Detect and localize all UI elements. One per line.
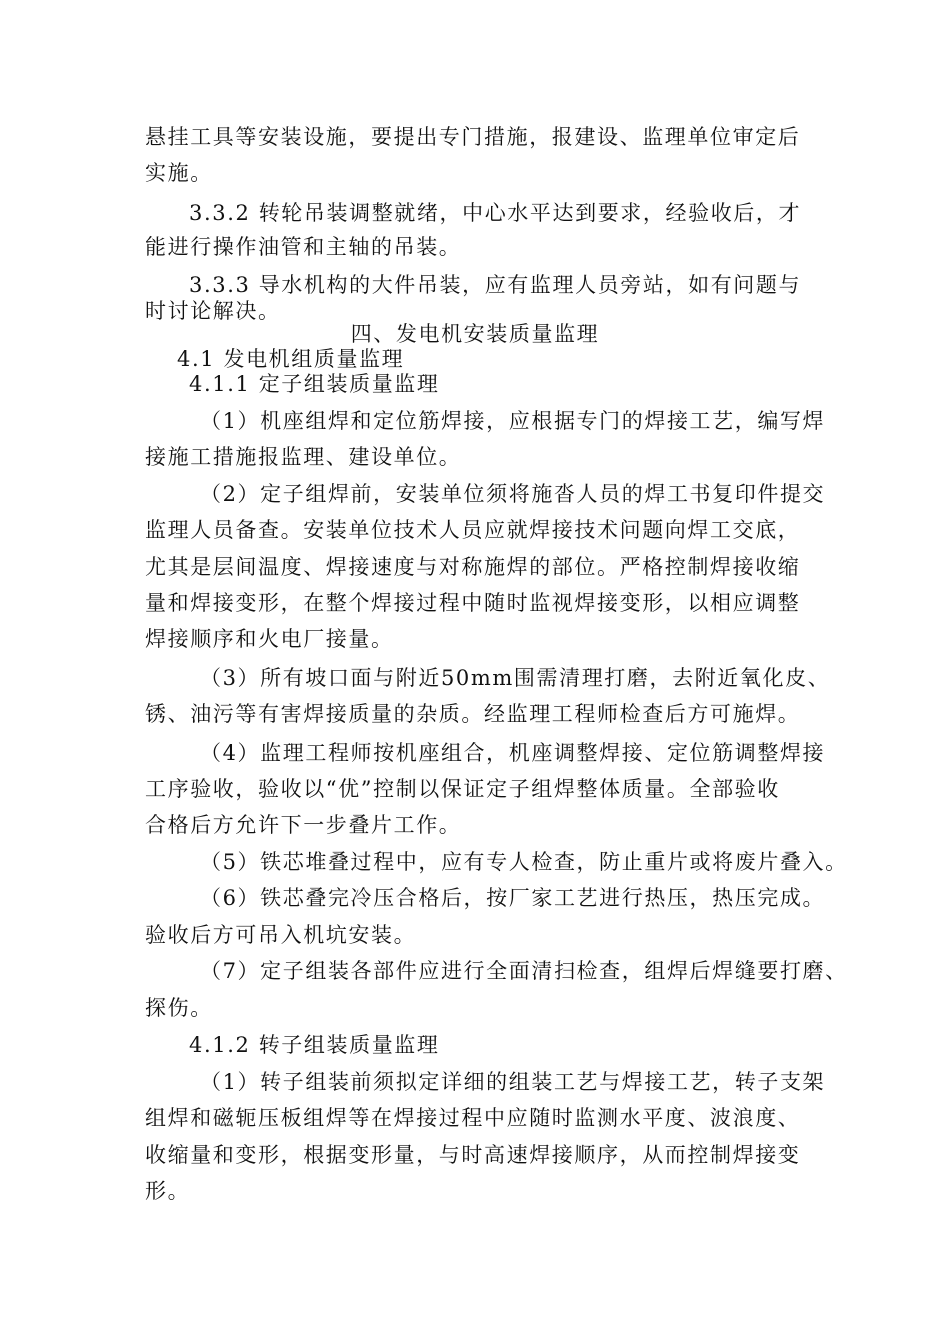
paragraph-line: 悬挂工具等安装设施，要提出专门措施，报建设、监理单位审定后 xyxy=(145,125,801,149)
paragraph-line: 时讨论解决。 xyxy=(145,299,281,323)
paragraph-line: 探伤。 xyxy=(145,996,213,1020)
paragraph-line: （5）铁芯堆叠过程中，应有专人检查，防止重片或将废片叠入。 xyxy=(200,850,848,874)
subsection-heading-4-1-2: 4.1.2 转子组装质量监理 xyxy=(189,1033,440,1057)
section-3-3-3-line: 3.3.3 导水机构的大件吊装，应有监理人员旁站，如有问题与 xyxy=(189,273,802,297)
paragraph-line: 验收后方可吊入机坑安装。 xyxy=(145,923,417,947)
section-heading-4-1: 4.1 发电机组质量监理 xyxy=(177,347,405,371)
paragraph-line: 锈、油污等有害焊接质量的杂质。经监理工程师检查后方可施焊。 xyxy=(145,702,801,726)
paragraph-line: 工序验收，验收以“优”控制以保证定子组焊整体质量。全部验收 xyxy=(145,777,780,801)
paragraph-line: 尤其是层间温度、焊接速度与对称施焊的部位。严格控制焊接收缩 xyxy=(145,555,801,579)
paragraph-line: 组焊和磁轭压板组焊等在焊接过程中应随时监测水平度、波浪度、 xyxy=(145,1106,801,1130)
paragraph-line: （2）定子组焊前，安装单位须将施沓人员的焊工书复印件提交 xyxy=(200,482,826,506)
paragraph-line: （6）铁芯叠完冷压合格后，按厂家工艺进行热压，热压完成。 xyxy=(200,886,826,910)
paragraph-line: 量和焊接变形，在整个焊接过程中随时监视焊接变形，以相应调整 xyxy=(145,591,801,615)
paragraph-line: 形。 xyxy=(145,1179,191,1203)
paragraph-line: 实施。 xyxy=(145,161,213,185)
paragraph-line: （1）转子组装前须拟定详细的组装工艺与焊接工艺，转子支架 xyxy=(200,1070,826,1094)
subsection-heading-4-1-1: 4.1.1 定子组装质量监理 xyxy=(189,372,440,396)
paragraph-line: （7）定子组装各部件应进行全面清扫检查，组焊后焊缝要打磨、 xyxy=(200,959,848,983)
section-3-3-2-line: 3.3.2 转轮吊装调整就绪，中心水平达到要求，经验收后，才 xyxy=(189,201,802,225)
chapter-heading: 四、发电机安装质量监理 xyxy=(350,322,600,346)
paragraph-line: 监理人员备查。安装单位技术人员应就焊接技术问题向焊工交底， xyxy=(145,518,801,542)
paragraph-line: （4）监理工程师按机座组合，机座调整焊接、定位筋调整焊接 xyxy=(200,741,826,765)
paragraph-line: 焊接顺序和火电厂接量。 xyxy=(145,627,394,651)
paragraph-line: 接施工措施报监理、建设单位。 xyxy=(145,445,462,469)
paragraph-line: 收缩量和变形，根据变形量，与时高速焊接顺序，从而控制焊接变 xyxy=(145,1143,801,1167)
paragraph-line: 合格后方允许下一步叠片工作。 xyxy=(145,813,462,837)
paragraph-line: （3）所有坡口面与附近50mm围需清理打磨，去附近氧化皮、 xyxy=(200,666,831,690)
paragraph-line: 能进行操作油管和主轴的吊装。 xyxy=(145,235,462,259)
paragraph-line: （1）机座组焊和定位筋焊接，应根据专门的焊接工艺，编写焊 xyxy=(200,409,826,433)
